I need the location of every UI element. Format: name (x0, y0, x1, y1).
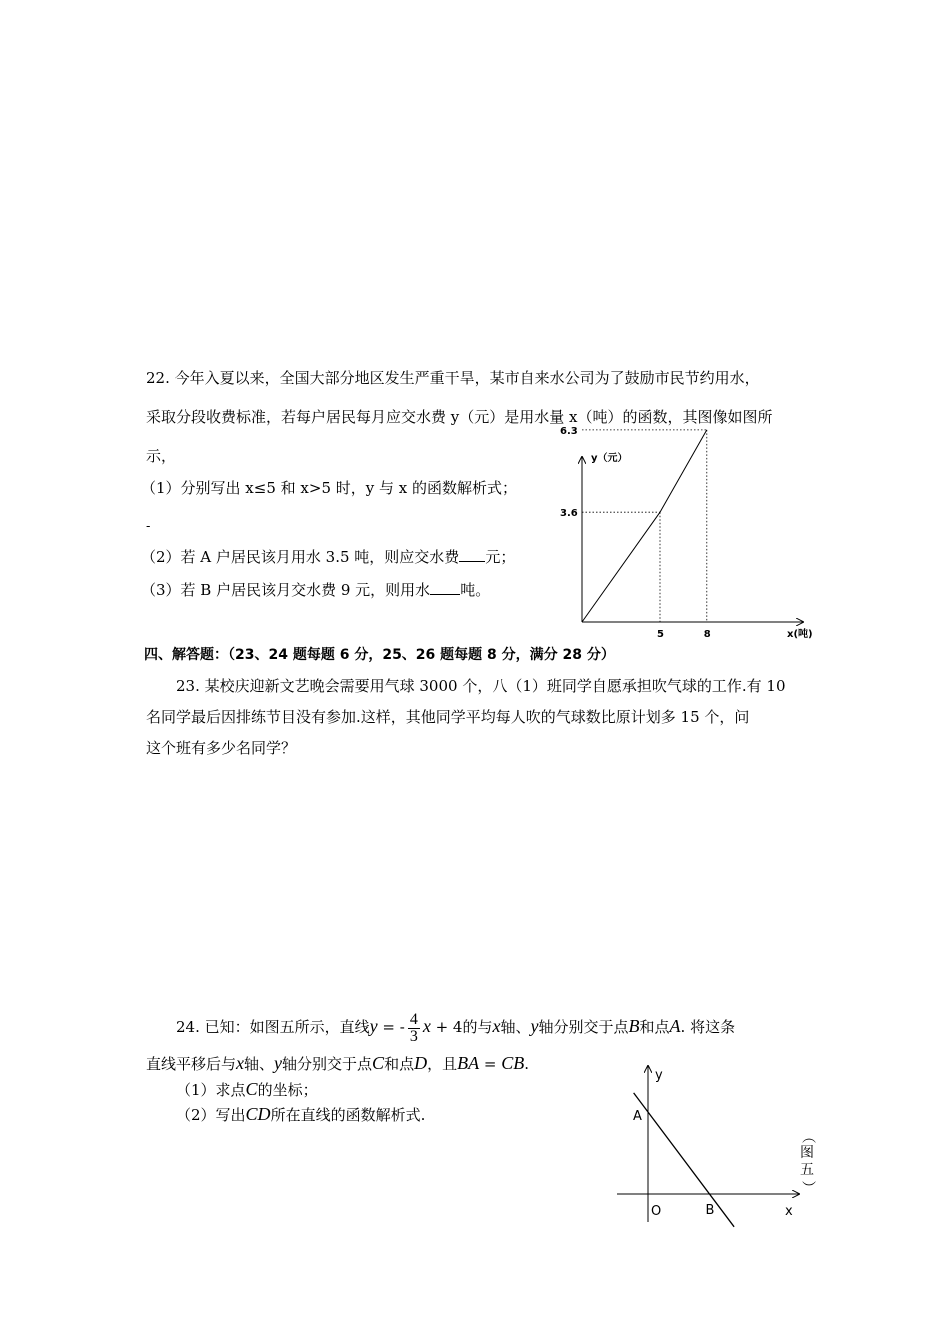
q24-l2-x: x (236, 1053, 245, 1073)
q24-l2-mid: 轴、 (244, 1055, 275, 1073)
q23-line2: 名同学最后因排练节目没有参加.这样，其他同学平均每人吹的气球数比原计划多 15 个，问 (146, 708, 750, 726)
q23-line1: 23. 某校庆迎新文艺晚会需要用气球 3000 个，八（1）班同学自愿承担吹气球的工作.有 10 (176, 677, 786, 695)
q24-l2-mid2: 轴分别交于点 (282, 1055, 373, 1073)
q22-dash: - (146, 519, 151, 534)
fig5-caption-close: ） (799, 1180, 816, 1195)
q24-sub1-pre: （1）求点 (176, 1081, 246, 1099)
q24-y: y (369, 1016, 378, 1036)
q24-mid3: 轴分别交于点 (538, 1018, 629, 1036)
q24-x2: x (492, 1016, 501, 1036)
q22-blank-water[interactable] (430, 580, 460, 595)
fig5-line (634, 1093, 734, 1227)
x-axis-label: x(吨) (787, 629, 813, 640)
q24-sub1-post: 的坐标； (257, 1081, 318, 1099)
q24-fraction (408, 1012, 420, 1045)
q22-line1: 22. 今年入夏以来，全国大部分地区发生严重干旱，某市自来水公司为了鼓励市民节约用水， (146, 369, 760, 387)
q24-l2-y: y (274, 1053, 283, 1073)
q24-pre: 24. 已知：如图五所示，直线 (176, 1018, 370, 1036)
q24-l2-eq: = (479, 1055, 502, 1073)
q24-l2-CB: CB (501, 1053, 525, 1073)
q24-mid4: 和点 (639, 1018, 670, 1036)
fig5-caption-tu: 图 (800, 1145, 814, 1161)
q22-sub3 (141, 580, 490, 600)
water-fee-chart (555, 425, 825, 645)
fig5-origin-label: O (651, 1204, 662, 1219)
fig5-y-label: y (655, 1068, 663, 1083)
q24-y2: y (530, 1016, 539, 1036)
q23-line3: 这个班有多少名同学？ (146, 739, 297, 757)
q24-A: A (669, 1016, 681, 1036)
q24-x: x (422, 1016, 431, 1036)
fig5-x-label: x (785, 1204, 793, 1219)
x-tick-label: 8 (703, 629, 711, 640)
q24-plus4: + 4 (430, 1018, 463, 1036)
q22-line3: 示， (146, 447, 177, 465)
q22-sub2-post: 元； (485, 548, 516, 566)
q24-line2 (146, 1053, 529, 1074)
figure-five-chart (605, 1062, 805, 1227)
q24-frac-num: 4 (409, 1010, 418, 1028)
q24-eq: = - (377, 1018, 405, 1036)
q24-sub1-C: C (245, 1079, 258, 1099)
q24-l2-mid4: ，且 (427, 1055, 458, 1073)
fig5-caption-open: （ (799, 1129, 816, 1144)
q24-l2-mid3: 和点 (384, 1055, 415, 1073)
q24-sub2-CD: CD (245, 1104, 271, 1124)
q24-l2-pre: 直线平移后与 (146, 1055, 237, 1073)
q24-tail: . 将这条 (680, 1018, 736, 1036)
fig5-point-B-label: B (705, 1203, 715, 1218)
q24-B: B (628, 1016, 640, 1036)
q24-sub2 (176, 1104, 425, 1125)
q22-line2: 采取分段收费标准，若每户居民每月应交水费 y（元）是用水量 x（吨）的函数，其图像如图所 (146, 408, 773, 426)
q24-mid2: 轴、 (500, 1018, 531, 1036)
q22-sub3-post: 吨。 (460, 581, 491, 599)
q24-l2-C: C (372, 1053, 385, 1073)
q22-sub3-pre: （3）若 B 户居民该月交水费 9 元，则用水 (141, 581, 431, 599)
q24-line1 (176, 1008, 735, 1045)
q24-l2-BA: BA (457, 1053, 480, 1073)
q24-mid1: 的与 (462, 1018, 493, 1036)
q24-sub2-post: 所在直线的函数解析式. (270, 1106, 426, 1124)
section4-heading: 四、解答题：（23、24 题每题 6 分，25、26 题每题 8 分，满分 28 分） (144, 647, 615, 663)
x-tick-label: 5 (657, 629, 664, 640)
q22-sub2-pre: （2）若 A 户居民该月用水 3.5 吨，则应交水费 (141, 548, 460, 566)
q22-blank-fee[interactable] (459, 547, 485, 562)
q24-l2-D: D (414, 1053, 428, 1073)
q24-l2-end: . (524, 1055, 529, 1073)
y-tick-label: 3.6 (560, 508, 578, 520)
q22-sub2 (141, 547, 515, 567)
q24-sub1 (176, 1079, 318, 1100)
y-tick-label: 6.3 (560, 425, 578, 437)
q22-sub1: （1）分别写出 x≤5 和 x>5 时，y 与 x 的函数解析式； (141, 479, 517, 497)
fig5-caption-wu: 五 (800, 1162, 814, 1178)
y-axis-label: y（元） (591, 453, 628, 464)
figure-five-caption (797, 1128, 817, 1196)
q24-sub2-pre: （2）写出 (176, 1106, 246, 1124)
fig5-point-A-label: A (633, 1109, 642, 1124)
q24-frac-den: 3 (409, 1027, 418, 1045)
